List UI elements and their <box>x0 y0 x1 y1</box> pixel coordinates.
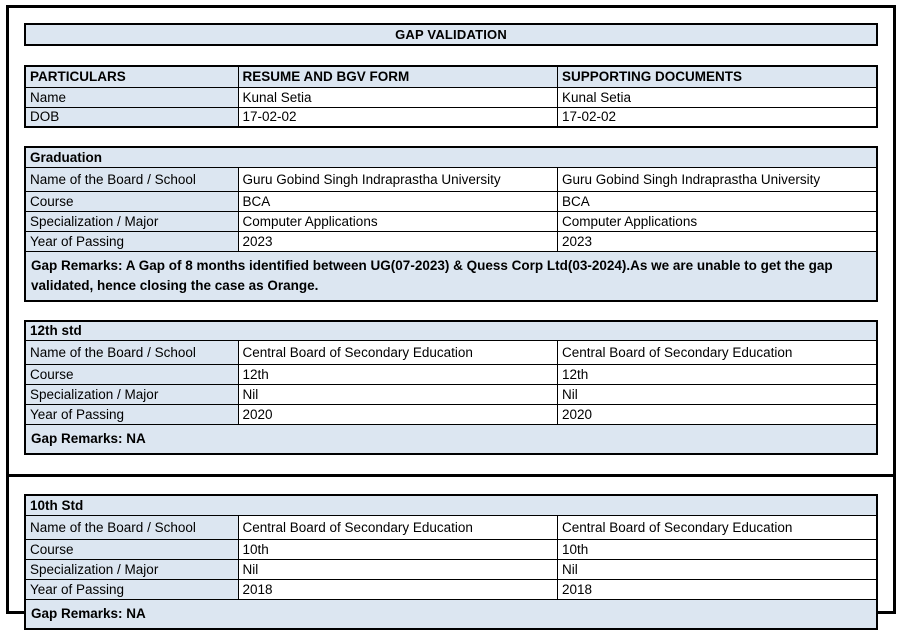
gap-remarks: Gap Remarks: NA <box>25 425 877 455</box>
supporting-doc-value: 2018 <box>558 579 878 599</box>
table-row <box>25 87 877 107</box>
row-label: Specialization / Major <box>25 211 238 231</box>
table-row <box>25 211 877 231</box>
supporting-doc-value: 2023 <box>558 231 878 251</box>
section-header-row <box>25 495 877 515</box>
resume-bgv-value: 10th <box>238 539 558 559</box>
row-label: Year of Passing <box>25 579 238 599</box>
resume-bgv-value: Central Board of Secondary Education <box>238 341 558 365</box>
section-title: 10th Std <box>25 495 877 515</box>
gap-remarks-row <box>25 251 877 301</box>
row-label: Specialization / Major <box>25 559 238 579</box>
resume-bgv-value: 2020 <box>238 405 558 425</box>
particulars-table <box>24 65 878 128</box>
resume-bgv-value: Computer Applications <box>238 211 558 231</box>
resume-bgv-value: Central Board of Secondary Education <box>238 515 558 539</box>
resume-bgv-value: 12th <box>238 365 558 385</box>
supporting-doc-value: 2020 <box>558 405 878 425</box>
row-label: Course <box>25 191 238 211</box>
supporting-doc-value: 17-02-02 <box>558 107 878 127</box>
tenth-std-section <box>24 494 878 630</box>
supporting-doc-value: Computer Applications <box>558 211 878 231</box>
resume-bgv-value: Nil <box>238 385 558 405</box>
column-header-particulars: PARTICULARS <box>25 66 238 87</box>
row-label: DOB <box>25 107 238 127</box>
supporting-doc-value: BCA <box>558 191 878 211</box>
row-label: Name of the Board / School <box>25 167 238 191</box>
row-label: Year of Passing <box>25 231 238 251</box>
section-header-row <box>25 321 877 341</box>
table-row <box>25 539 877 559</box>
table-row <box>25 515 877 539</box>
row-label: Specialization / Major <box>25 385 238 405</box>
page-section-2 <box>9 494 893 630</box>
table-row <box>25 107 877 127</box>
gap-remarks-row <box>25 599 877 629</box>
row-label: Course <box>25 539 238 559</box>
table-row <box>25 559 877 579</box>
graduation-section <box>24 146 878 302</box>
document-title: GAP VALIDATION <box>24 23 878 46</box>
section-title: Graduation <box>25 147 877 167</box>
supporting-doc-value: Kunal Setia <box>558 87 878 107</box>
particulars-header-row <box>25 66 877 87</box>
gap-remarks: Gap Remarks: A Gap of 8 months identified between UG(07-2023) & Quess Corp Ltd(03-2024).As we are unable to get the gap validated, hence closing the case as Orange. <box>25 251 877 301</box>
table-row <box>25 341 877 365</box>
row-label: Name of the Board / School <box>25 515 238 539</box>
resume-bgv-value: Guru Gobind Singh Indraprastha University <box>238 167 558 191</box>
supporting-doc-value: Nil <box>558 559 878 579</box>
education-table <box>24 320 878 456</box>
table-row <box>25 365 877 385</box>
supporting-doc-value: 12th <box>558 365 878 385</box>
row-label: Name of the Board / School <box>25 341 238 365</box>
education-table <box>24 494 878 630</box>
resume-bgv-value: 17-02-02 <box>238 107 558 127</box>
column-header-supporting-docs: SUPPORTING DOCUMENTS <box>558 66 878 87</box>
resume-bgv-value: Nil <box>238 559 558 579</box>
section-title: 12th std <box>25 321 877 341</box>
row-label: Name <box>25 87 238 107</box>
supporting-doc-value: Nil <box>558 385 878 405</box>
gap-remarks-row <box>25 425 877 455</box>
column-header-resume-bgv: RESUME AND BGV FORM <box>238 66 558 87</box>
section-header-row <box>25 147 877 167</box>
supporting-doc-value: Central Board of Secondary Education <box>558 515 878 539</box>
table-row <box>25 579 877 599</box>
table-row <box>25 405 877 425</box>
row-label: Year of Passing <box>25 405 238 425</box>
table-row <box>25 167 877 191</box>
page-section-1 <box>9 23 893 477</box>
education-table <box>24 146 878 302</box>
row-label: Course <box>25 365 238 385</box>
resume-bgv-value: 2018 <box>238 579 558 599</box>
page-border <box>6 5 896 621</box>
resume-bgv-value: BCA <box>238 191 558 211</box>
resume-bgv-value: 2023 <box>238 231 558 251</box>
supporting-doc-value: Central Board of Secondary Education <box>558 341 878 365</box>
table-row <box>25 385 877 405</box>
twelfth-std-section <box>24 320 878 456</box>
supporting-doc-value: 10th <box>558 539 878 559</box>
resume-bgv-value: Kunal Setia <box>238 87 558 107</box>
gap-remarks: Gap Remarks: NA <box>25 599 877 629</box>
table-row <box>25 231 877 251</box>
table-row <box>25 191 877 211</box>
supporting-doc-value: Guru Gobind Singh Indraprastha University <box>558 167 878 191</box>
